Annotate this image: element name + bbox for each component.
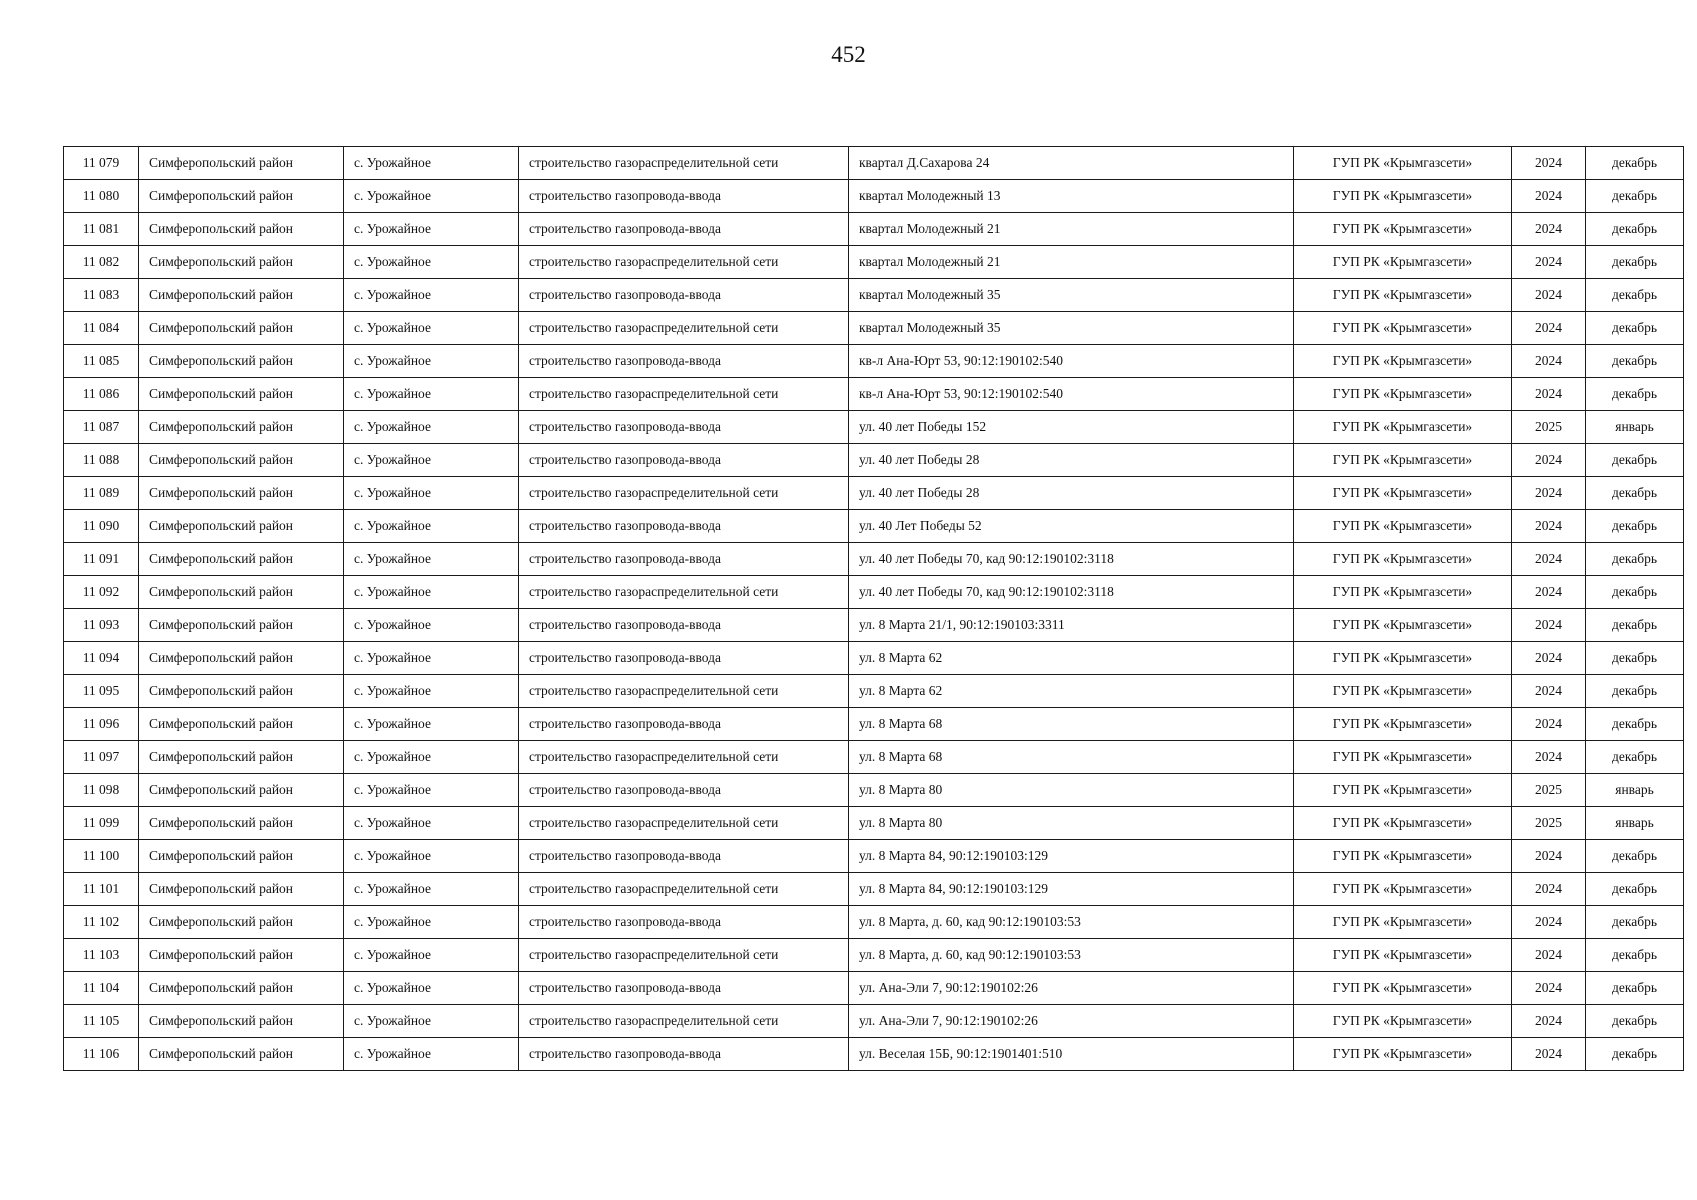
row-number-cell: 11 105: [64, 1005, 139, 1038]
address-cell: ул. 8 Марта 80: [849, 774, 1294, 807]
table-row: [64, 378, 1684, 411]
settlement-cell: с. Урожайное: [344, 312, 519, 345]
district-cell: Симферопольский район: [139, 972, 344, 1005]
settlement-cell: с. Урожайное: [344, 378, 519, 411]
district-cell: Симферопольский район: [139, 708, 344, 741]
year-cell: 2024: [1512, 1005, 1586, 1038]
month-cell: декабрь: [1586, 1038, 1684, 1071]
table-row: [64, 807, 1684, 840]
work-type-cell: строительство газораспределительной сети: [519, 378, 849, 411]
work-type-cell: строительство газораспределительной сети: [519, 741, 849, 774]
row-number-cell: 11 091: [64, 543, 139, 576]
month-cell: декабрь: [1586, 642, 1684, 675]
row-number-cell: 11 106: [64, 1038, 139, 1071]
year-cell: 2024: [1512, 906, 1586, 939]
row-number-cell: 11 101: [64, 873, 139, 906]
address-cell: кв-л Ана-Юрт 53, 90:12:190102:540: [849, 378, 1294, 411]
month-cell: декабрь: [1586, 840, 1684, 873]
year-cell: 2024: [1512, 873, 1586, 906]
work-type-cell: строительство газопровода-ввода: [519, 543, 849, 576]
settlement-cell: с. Урожайное: [344, 147, 519, 180]
year-cell: 2024: [1512, 576, 1586, 609]
address-cell: квартал Молодежный 21: [849, 246, 1294, 279]
organization-cell: ГУП РК «Крымгазсети»: [1294, 279, 1512, 312]
organization-cell: ГУП РК «Крымгазсети»: [1294, 576, 1512, 609]
settlement-cell: с. Урожайное: [344, 609, 519, 642]
organization-cell: ГУП РК «Крымгазсети»: [1294, 972, 1512, 1005]
district-cell: Симферопольский район: [139, 939, 344, 972]
address-cell: ул. 8 Марта 62: [849, 675, 1294, 708]
settlement-cell: с. Урожайное: [344, 1005, 519, 1038]
district-cell: Симферопольский район: [139, 675, 344, 708]
table-row: [64, 906, 1684, 939]
row-number-cell: 11 085: [64, 345, 139, 378]
settlement-cell: с. Урожайное: [344, 642, 519, 675]
district-cell: Симферопольский район: [139, 279, 344, 312]
settlement-cell: с. Урожайное: [344, 477, 519, 510]
organization-cell: ГУП РК «Крымгазсети»: [1294, 1005, 1512, 1038]
address-cell: ул. 40 лет Победы 28: [849, 444, 1294, 477]
address-cell: ул. 8 Марта 21/1, 90:12:190103:3311: [849, 609, 1294, 642]
year-cell: 2024: [1512, 840, 1586, 873]
settlement-cell: с. Урожайное: [344, 741, 519, 774]
work-type-cell: строительство газопровода-ввода: [519, 345, 849, 378]
row-number-cell: 11 102: [64, 906, 139, 939]
settlement-cell: с. Урожайное: [344, 774, 519, 807]
district-cell: Симферопольский район: [139, 576, 344, 609]
year-cell: 2024: [1512, 675, 1586, 708]
organization-cell: ГУП РК «Крымгазсети»: [1294, 774, 1512, 807]
organization-cell: ГУП РК «Крымгазсети»: [1294, 213, 1512, 246]
organization-cell: ГУП РК «Крымгазсети»: [1294, 510, 1512, 543]
table-row: [64, 213, 1684, 246]
month-cell: декабрь: [1586, 708, 1684, 741]
year-cell: 2024: [1512, 180, 1586, 213]
organization-cell: ГУП РК «Крымгазсети»: [1294, 180, 1512, 213]
work-type-cell: строительство газопровода-ввода: [519, 972, 849, 1005]
row-number-cell: 11 097: [64, 741, 139, 774]
organization-cell: ГУП РК «Крымгазсети»: [1294, 609, 1512, 642]
table-row: [64, 741, 1684, 774]
work-type-cell: строительство газораспределительной сети: [519, 246, 849, 279]
month-cell: декабрь: [1586, 147, 1684, 180]
organization-cell: ГУП РК «Крымгазсети»: [1294, 345, 1512, 378]
table-row: [64, 576, 1684, 609]
work-type-cell: строительство газопровода-ввода: [519, 906, 849, 939]
settlement-cell: с. Урожайное: [344, 510, 519, 543]
district-cell: Симферопольский район: [139, 246, 344, 279]
row-number-cell: 11 082: [64, 246, 139, 279]
work-type-cell: строительство газопровода-ввода: [519, 774, 849, 807]
row-number-cell: 11 081: [64, 213, 139, 246]
table-row: [64, 246, 1684, 279]
row-number-cell: 11 087: [64, 411, 139, 444]
organization-cell: ГУП РК «Крымгазсети»: [1294, 642, 1512, 675]
row-number-cell: 11 093: [64, 609, 139, 642]
table-row: [64, 873, 1684, 906]
address-cell: ул. 8 Марта 84, 90:12:190103:129: [849, 873, 1294, 906]
settlement-cell: с. Урожайное: [344, 279, 519, 312]
district-cell: Симферопольский район: [139, 906, 344, 939]
address-cell: ул. Ана-Эли 7, 90:12:190102:26: [849, 972, 1294, 1005]
address-cell: квартал Молодежный 35: [849, 279, 1294, 312]
address-cell: ул. 8 Марта 68: [849, 708, 1294, 741]
district-cell: Симферопольский район: [139, 312, 344, 345]
month-cell: декабрь: [1586, 378, 1684, 411]
work-type-cell: строительство газораспределительной сети: [519, 576, 849, 609]
work-type-cell: строительство газораспределительной сети: [519, 477, 849, 510]
work-type-cell: строительство газораспределительной сети: [519, 873, 849, 906]
month-cell: январь: [1586, 411, 1684, 444]
work-type-cell: строительство газораспределительной сети: [519, 807, 849, 840]
month-cell: декабрь: [1586, 609, 1684, 642]
year-cell: 2024: [1512, 345, 1586, 378]
month-cell: декабрь: [1586, 576, 1684, 609]
year-cell: 2024: [1512, 312, 1586, 345]
district-cell: Симферопольский район: [139, 444, 344, 477]
settlement-cell: с. Урожайное: [344, 411, 519, 444]
month-cell: декабрь: [1586, 1005, 1684, 1038]
year-cell: 2024: [1512, 444, 1586, 477]
row-number-cell: 11 099: [64, 807, 139, 840]
table-row: [64, 444, 1684, 477]
month-cell: декабрь: [1586, 246, 1684, 279]
address-cell: квартал Молодежный 21: [849, 213, 1294, 246]
row-number-cell: 11 095: [64, 675, 139, 708]
table-row: [64, 477, 1684, 510]
month-cell: декабрь: [1586, 510, 1684, 543]
work-type-cell: строительство газопровода-ввода: [519, 1038, 849, 1071]
table-row: [64, 609, 1684, 642]
year-cell: 2024: [1512, 939, 1586, 972]
work-type-cell: строительство газопровода-ввода: [519, 444, 849, 477]
district-cell: Симферопольский район: [139, 1005, 344, 1038]
month-cell: декабрь: [1586, 675, 1684, 708]
organization-cell: ГУП РК «Крымгазсети»: [1294, 411, 1512, 444]
month-cell: декабрь: [1586, 279, 1684, 312]
settlement-cell: с. Урожайное: [344, 939, 519, 972]
work-type-cell: строительство газораспределительной сети: [519, 675, 849, 708]
work-type-cell: строительство газопровода-ввода: [519, 708, 849, 741]
district-cell: Симферопольский район: [139, 147, 344, 180]
table-row: [64, 147, 1684, 180]
table-row: [64, 708, 1684, 741]
district-cell: Симферопольский район: [139, 609, 344, 642]
organization-cell: ГУП РК «Крымгазсети»: [1294, 840, 1512, 873]
year-cell: 2025: [1512, 807, 1586, 840]
work-type-cell: строительство газопровода-ввода: [519, 840, 849, 873]
address-cell: ул. 40 лет Победы 70, кад 90:12:190102:3118: [849, 543, 1294, 576]
settlement-cell: с. Урожайное: [344, 873, 519, 906]
district-cell: Симферопольский район: [139, 411, 344, 444]
district-cell: Симферопольский район: [139, 213, 344, 246]
table-row: [64, 1005, 1684, 1038]
district-cell: Симферопольский район: [139, 543, 344, 576]
row-number-cell: 11 096: [64, 708, 139, 741]
district-cell: Симферопольский район: [139, 1038, 344, 1071]
year-cell: 2024: [1512, 708, 1586, 741]
row-number-cell: 11 079: [64, 147, 139, 180]
table-row: [64, 642, 1684, 675]
work-type-cell: строительство газораспределительной сети: [519, 939, 849, 972]
month-cell: декабрь: [1586, 213, 1684, 246]
year-cell: 2024: [1512, 741, 1586, 774]
district-cell: Симферопольский район: [139, 378, 344, 411]
organization-cell: ГУП РК «Крымгазсети»: [1294, 246, 1512, 279]
address-cell: квартал Д.Сахарова 24: [849, 147, 1294, 180]
address-cell: ул. 40 лет Победы 70, кад 90:12:190102:3118: [849, 576, 1294, 609]
table-row: [64, 972, 1684, 1005]
month-cell: декабрь: [1586, 906, 1684, 939]
district-cell: Симферопольский район: [139, 774, 344, 807]
address-cell: ул. 40 лет Победы 28: [849, 477, 1294, 510]
organization-cell: ГУП РК «Крымгазсети»: [1294, 708, 1512, 741]
organization-cell: ГУП РК «Крымгазсети»: [1294, 906, 1512, 939]
district-cell: Симферопольский район: [139, 180, 344, 213]
organization-cell: ГУП РК «Крымгазсети»: [1294, 675, 1512, 708]
organization-cell: ГУП РК «Крымгазсети»: [1294, 939, 1512, 972]
year-cell: 2024: [1512, 477, 1586, 510]
month-cell: декабрь: [1586, 972, 1684, 1005]
year-cell: 2024: [1512, 642, 1586, 675]
row-number-cell: 11 080: [64, 180, 139, 213]
district-cell: Симферопольский район: [139, 873, 344, 906]
district-cell: Симферопольский район: [139, 741, 344, 774]
settlement-cell: с. Урожайное: [344, 213, 519, 246]
year-cell: 2025: [1512, 774, 1586, 807]
year-cell: 2024: [1512, 510, 1586, 543]
row-number-cell: 11 088: [64, 444, 139, 477]
month-cell: декабрь: [1586, 741, 1684, 774]
settlement-cell: с. Урожайное: [344, 675, 519, 708]
organization-cell: ГУП РК «Крымгазсети»: [1294, 477, 1512, 510]
address-cell: ул. 8 Марта 62: [849, 642, 1294, 675]
address-cell: ул. 40 Лет Победы 52: [849, 510, 1294, 543]
row-number-cell: 11 090: [64, 510, 139, 543]
settlement-cell: с. Урожайное: [344, 972, 519, 1005]
month-cell: декабрь: [1586, 312, 1684, 345]
registry-table-body: [64, 147, 1684, 1071]
settlement-cell: с. Урожайное: [344, 906, 519, 939]
table-row: [64, 345, 1684, 378]
work-type-cell: строительство газопровода-ввода: [519, 609, 849, 642]
district-cell: Симферопольский район: [139, 345, 344, 378]
organization-cell: ГУП РК «Крымгазсети»: [1294, 1038, 1512, 1071]
address-cell: ул. Ана-Эли 7, 90:12:190102:26: [849, 1005, 1294, 1038]
month-cell: декабрь: [1586, 477, 1684, 510]
month-cell: декабрь: [1586, 444, 1684, 477]
settlement-cell: с. Урожайное: [344, 708, 519, 741]
address-cell: ул. 8 Марта 80: [849, 807, 1294, 840]
address-cell: ул. Веселая 15Б, 90:12:1901401:510: [849, 1038, 1294, 1071]
district-cell: Симферопольский район: [139, 807, 344, 840]
address-cell: квартал Молодежный 35: [849, 312, 1294, 345]
organization-cell: ГУП РК «Крымгазсети»: [1294, 873, 1512, 906]
address-cell: ул. 40 лет Победы 152: [849, 411, 1294, 444]
row-number-cell: 11 084: [64, 312, 139, 345]
organization-cell: ГУП РК «Крымгазсети»: [1294, 444, 1512, 477]
table-row: [64, 411, 1684, 444]
row-number-cell: 11 094: [64, 642, 139, 675]
organization-cell: ГУП РК «Крымгазсети»: [1294, 378, 1512, 411]
work-type-cell: строительство газопровода-ввода: [519, 213, 849, 246]
address-cell: квартал Молодежный 13: [849, 180, 1294, 213]
settlement-cell: с. Урожайное: [344, 543, 519, 576]
year-cell: 2024: [1512, 213, 1586, 246]
row-number-cell: 11 086: [64, 378, 139, 411]
address-cell: ул. 8 Марта 84, 90:12:190103:129: [849, 840, 1294, 873]
work-type-cell: строительство газопровода-ввода: [519, 411, 849, 444]
year-cell: 2024: [1512, 147, 1586, 180]
year-cell: 2024: [1512, 609, 1586, 642]
month-cell: январь: [1586, 807, 1684, 840]
settlement-cell: с. Урожайное: [344, 444, 519, 477]
address-cell: кв-л Ана-Юрт 53, 90:12:190102:540: [849, 345, 1294, 378]
address-cell: ул. 8 Марта, д. 60, кад 90:12:190103:53: [849, 906, 1294, 939]
settlement-cell: с. Урожайное: [344, 840, 519, 873]
row-number-cell: 11 100: [64, 840, 139, 873]
table-row: [64, 510, 1684, 543]
district-cell: Симферопольский район: [139, 642, 344, 675]
year-cell: 2024: [1512, 543, 1586, 576]
table-row: [64, 180, 1684, 213]
settlement-cell: с. Урожайное: [344, 1038, 519, 1071]
settlement-cell: с. Урожайное: [344, 180, 519, 213]
work-type-cell: строительство газопровода-ввода: [519, 642, 849, 675]
organization-cell: ГУП РК «Крымгазсети»: [1294, 312, 1512, 345]
settlement-cell: с. Урожайное: [344, 345, 519, 378]
year-cell: 2024: [1512, 279, 1586, 312]
row-number-cell: 11 083: [64, 279, 139, 312]
organization-cell: ГУП РК «Крымгазсети»: [1294, 807, 1512, 840]
year-cell: 2024: [1512, 972, 1586, 1005]
work-type-cell: строительство газораспределительной сети: [519, 312, 849, 345]
row-number-cell: 11 103: [64, 939, 139, 972]
month-cell: январь: [1586, 774, 1684, 807]
table-row: [64, 543, 1684, 576]
month-cell: декабрь: [1586, 543, 1684, 576]
organization-cell: ГУП РК «Крымгазсети»: [1294, 741, 1512, 774]
table-row: [64, 279, 1684, 312]
settlement-cell: с. Урожайное: [344, 246, 519, 279]
work-type-cell: строительство газопровода-ввода: [519, 510, 849, 543]
work-type-cell: строительство газораспределительной сети: [519, 1005, 849, 1038]
district-cell: Симферопольский район: [139, 477, 344, 510]
work-type-cell: строительство газораспределительной сети: [519, 147, 849, 180]
organization-cell: ГУП РК «Крымгазсети»: [1294, 543, 1512, 576]
page-number: 452: [831, 42, 866, 67]
address-cell: ул. 8 Марта 68: [849, 741, 1294, 774]
table-row: [64, 939, 1684, 972]
address-cell: ул. 8 Марта, д. 60, кад 90:12:190103:53: [849, 939, 1294, 972]
settlement-cell: с. Урожайное: [344, 576, 519, 609]
row-number-cell: 11 104: [64, 972, 139, 1005]
year-cell: 2024: [1512, 1038, 1586, 1071]
table-row: [64, 312, 1684, 345]
year-cell: 2024: [1512, 246, 1586, 279]
month-cell: декабрь: [1586, 180, 1684, 213]
table-row: [64, 774, 1684, 807]
work-type-cell: строительство газопровода-ввода: [519, 279, 849, 312]
month-cell: декабрь: [1586, 939, 1684, 972]
row-number-cell: 11 098: [64, 774, 139, 807]
work-type-cell: строительство газопровода-ввода: [519, 180, 849, 213]
organization-cell: ГУП РК «Крымгазсети»: [1294, 147, 1512, 180]
table-row: [64, 1038, 1684, 1071]
year-cell: 2024: [1512, 378, 1586, 411]
table-row: [64, 675, 1684, 708]
row-number-cell: 11 092: [64, 576, 139, 609]
month-cell: декабрь: [1586, 345, 1684, 378]
district-cell: Симферопольский район: [139, 840, 344, 873]
table-row: [64, 840, 1684, 873]
district-cell: Симферопольский район: [139, 510, 344, 543]
row-number-cell: 11 089: [64, 477, 139, 510]
registry-table: [63, 146, 1684, 1071]
settlement-cell: с. Урожайное: [344, 807, 519, 840]
month-cell: декабрь: [1586, 873, 1684, 906]
year-cell: 2025: [1512, 411, 1586, 444]
